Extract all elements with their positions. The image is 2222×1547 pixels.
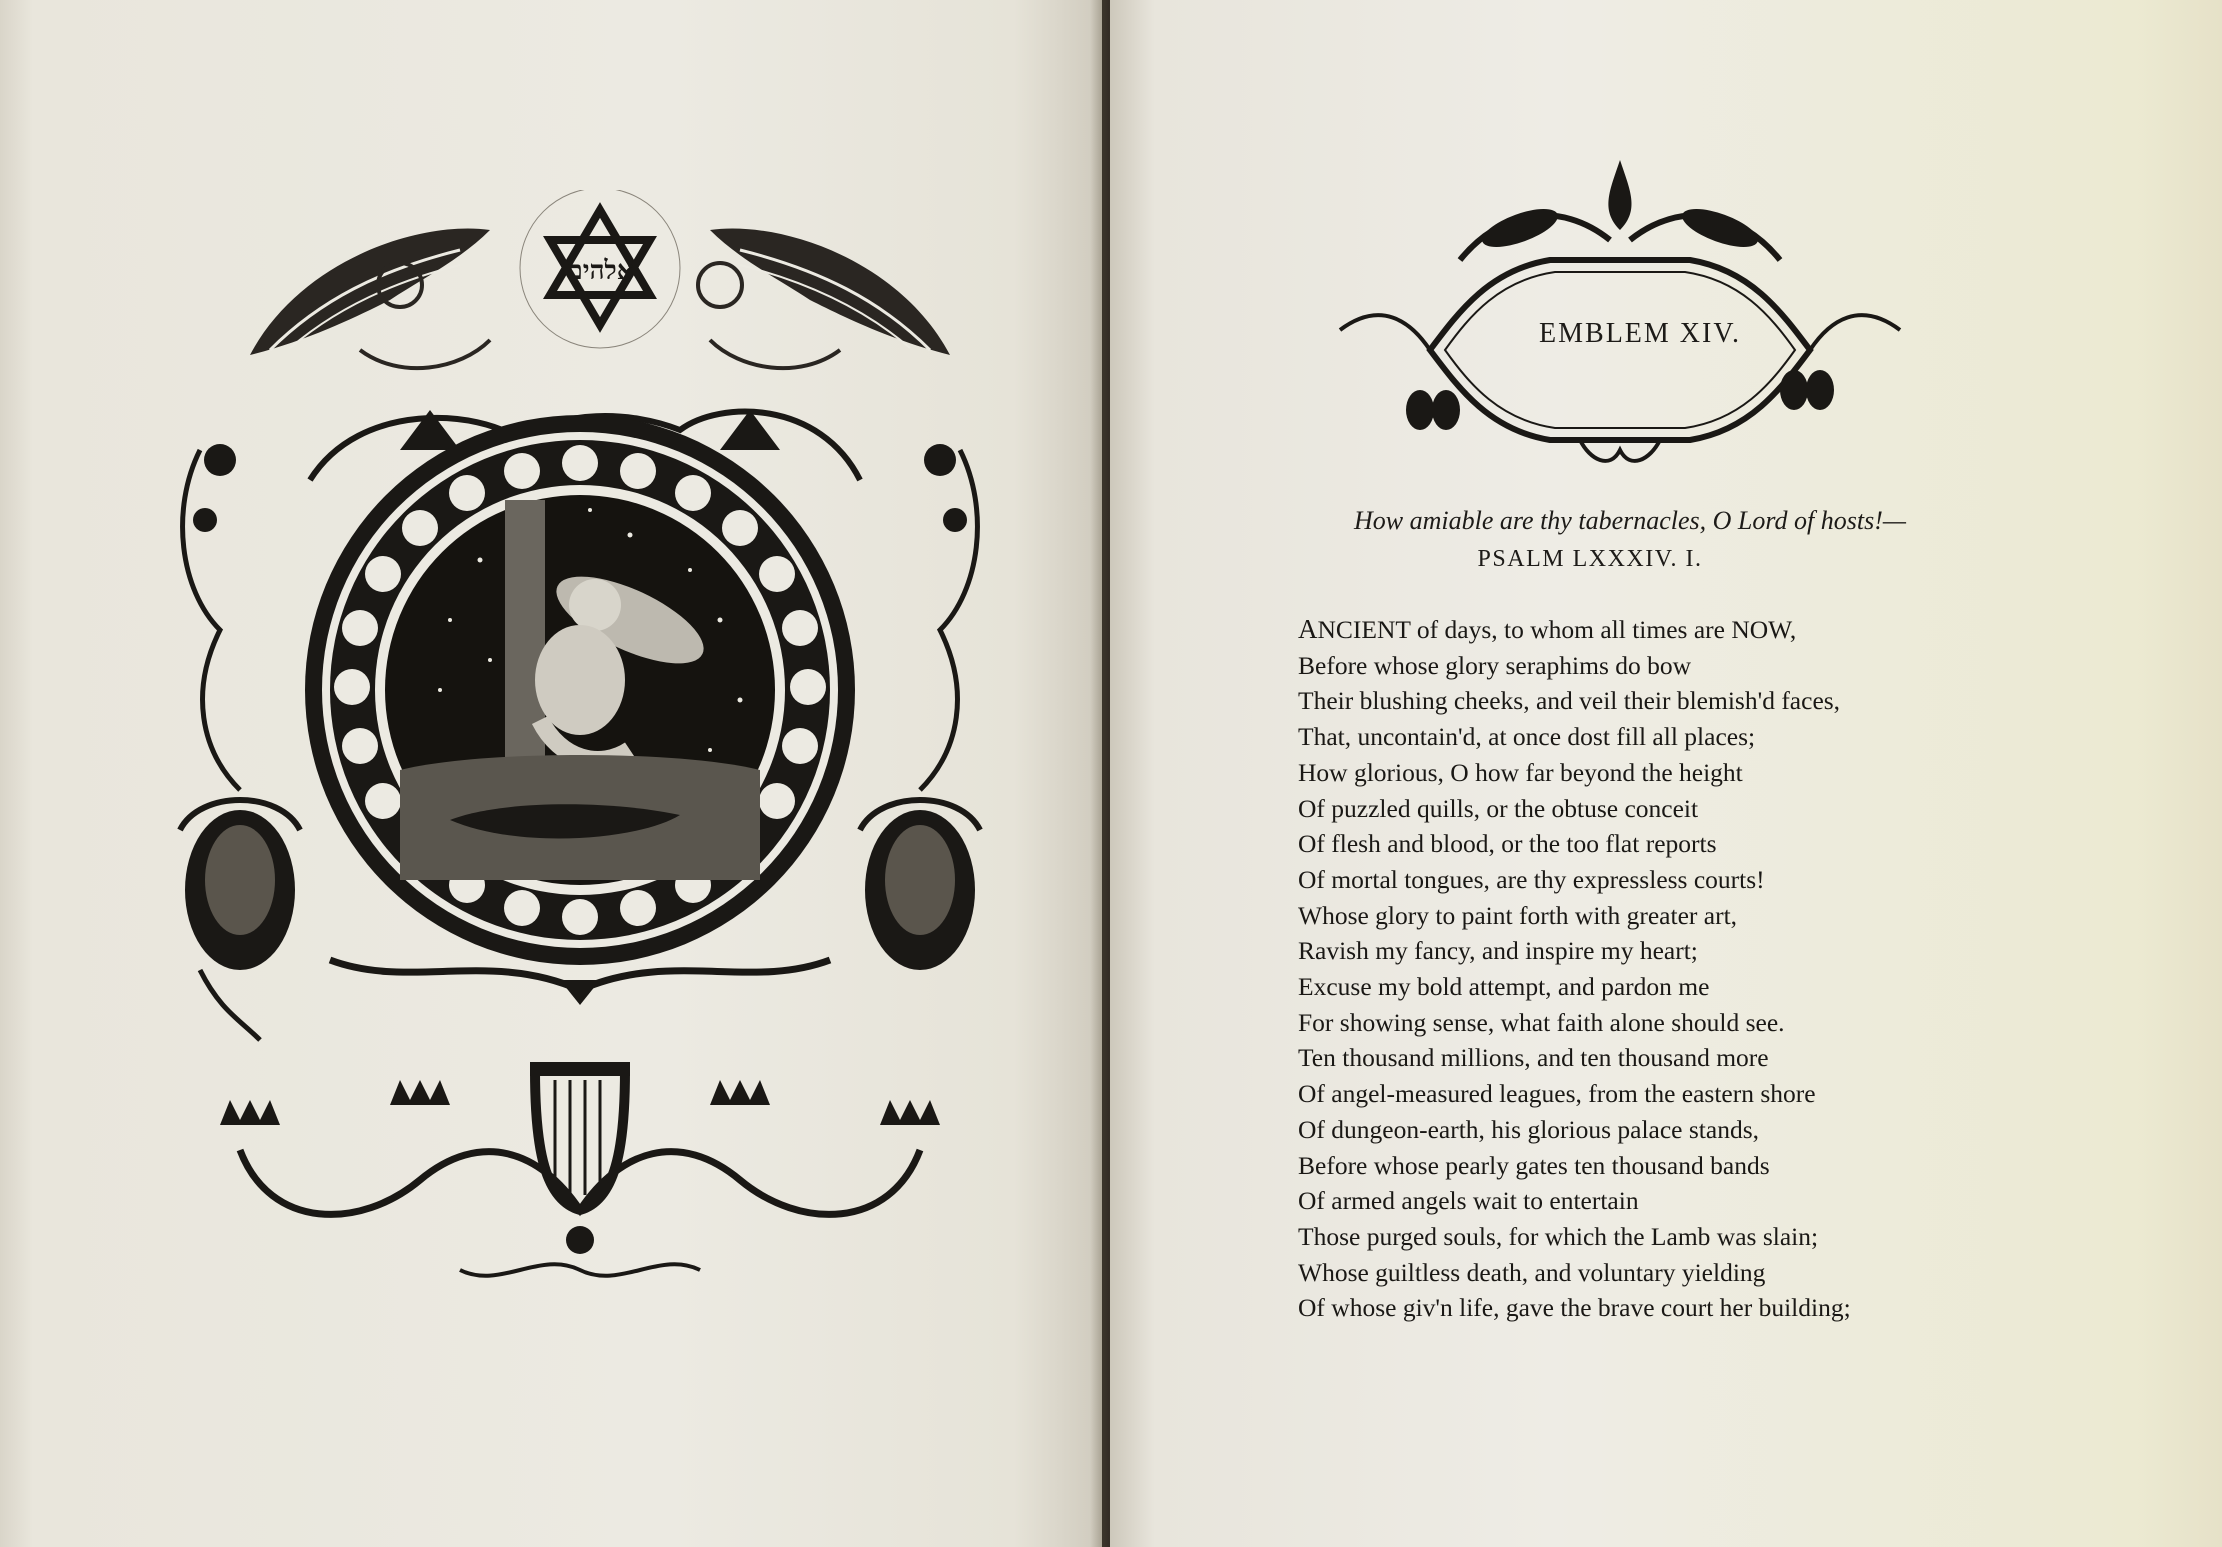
poem-line: Before whose pearly gates ten thousand bands xyxy=(1298,1150,1770,1180)
emblem-illustration xyxy=(160,190,1000,1340)
poem-line: Of angel-measured leagues, from the eastern shore xyxy=(1298,1079,1816,1109)
poem-line: ANCIENT of days, to whom all times are NOW, xyxy=(1298,614,1797,644)
poem-line: Their blushing cheeks, and veil their blemish'd faces, xyxy=(1298,686,1841,716)
poem-line: Whose guiltless death, and voluntary yielding xyxy=(1298,1257,1766,1287)
right-garland xyxy=(860,444,980,970)
poem-line: Those purged souls, for which the Lamb was slain; xyxy=(1298,1221,1819,1251)
hebrew-inscription: אלהים xyxy=(566,256,634,286)
poem-line: Ravish my fancy, and inspire my heart; xyxy=(1298,936,1698,966)
left-page xyxy=(0,0,1102,1547)
poem-line: Whose glory to paint forth with greater art, xyxy=(1298,900,1738,930)
poem-text xyxy=(1298,612,1998,1326)
cartouche-ornament xyxy=(1320,150,1920,470)
poem-line: For showing sense, what faith alone should see. xyxy=(1298,1007,1785,1037)
poem-line: How glorious, O how far beyond the height xyxy=(1298,757,1743,787)
poem-line: Of mortal tongues, are thy expressless courts! xyxy=(1298,864,1765,894)
poem-line: Of dungeon-earth, his glorious palace stands, xyxy=(1298,1114,1760,1144)
poem-line: Of armed angels wait to entertain xyxy=(1298,1186,1639,1216)
poem-line: Of flesh and blood, or the too flat reports xyxy=(1298,829,1717,859)
poem-line: Of whose giv'n life, gave the brave court her building; xyxy=(1298,1293,1851,1323)
poem-line: Of puzzled quills, or the obtuse conceit xyxy=(1298,793,1699,823)
lyre-candelabra xyxy=(220,1062,940,1276)
poem-line: Excuse my bold attempt, and pardon me xyxy=(1298,972,1710,1002)
poem-line: Before whose glory seraphims do bow xyxy=(1298,650,1692,680)
poem-line: Ten thousand millions, and ten thousand more xyxy=(1298,1043,1769,1073)
emblem-title: EMBLEM XIV. xyxy=(1539,318,1741,349)
medallion xyxy=(305,415,855,965)
psalm-reference: PSALM LXXXIV. I. xyxy=(1477,546,1703,572)
left-garland xyxy=(180,444,300,1040)
poem-line: That, uncontain'd, at once dost fill all places; xyxy=(1298,722,1756,752)
epigraph: How amiable are thy tabernacles, O Lord of hosts!— xyxy=(1354,506,1906,535)
